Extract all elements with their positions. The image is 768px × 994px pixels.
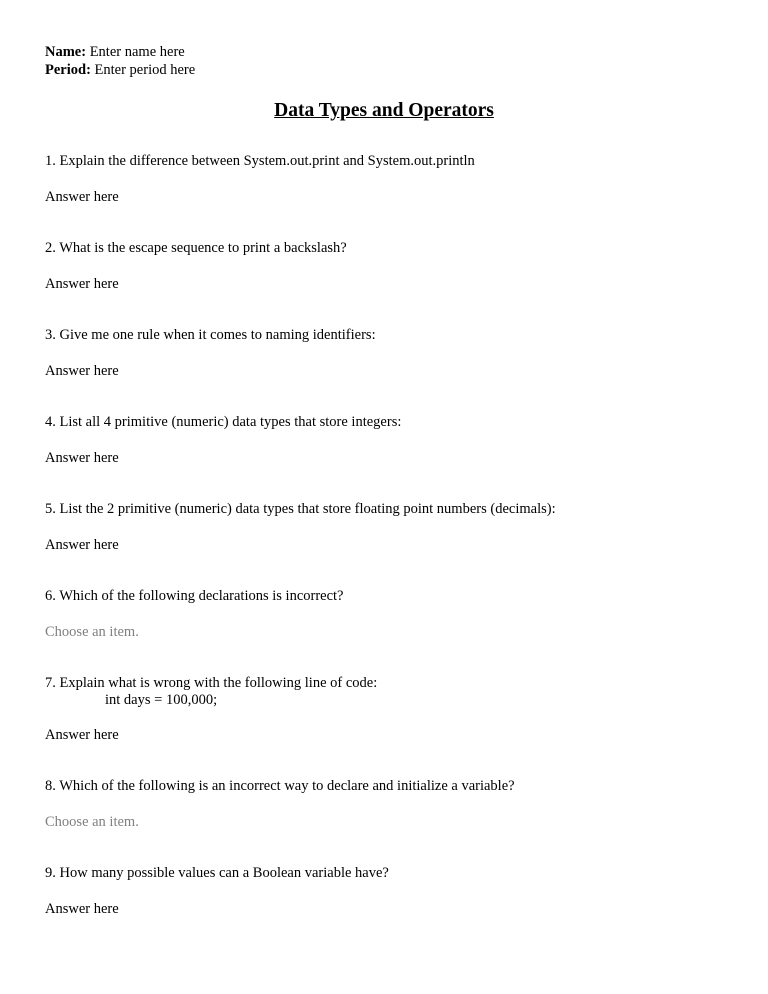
period-field[interactable]: Enter period here xyxy=(94,62,196,78)
question-7: 7. Explain what is wrong with the following line of code: xyxy=(45,675,378,691)
name-label: Name: xyxy=(45,44,87,60)
question-2: 2. What is the escape sequence to print a backslash? xyxy=(45,240,347,256)
period-line xyxy=(45,62,195,79)
answer-field-2[interactable]: Answer here xyxy=(45,276,119,292)
name-field[interactable]: Enter name here xyxy=(89,44,185,60)
question-6: 6. Which of the following declarations is incorrect? xyxy=(45,588,344,604)
choice-dropdown-8[interactable]: Choose an item. xyxy=(45,814,139,830)
answer-field-4[interactable]: Answer here xyxy=(45,450,119,466)
question-3: 3. Give me one rule when it comes to naming identifiers: xyxy=(45,327,376,343)
question-5: 5. List the 2 primitive (numeric) data types that store floating point numbers (decimals): xyxy=(45,501,556,517)
answer-field-3[interactable]: Answer here xyxy=(45,363,119,379)
question-4: 4. List all 4 primitive (numeric) data types that store integers: xyxy=(45,414,402,430)
name-line xyxy=(45,44,185,61)
question-1: 1. Explain the difference between System.out.print and System.out.println xyxy=(45,153,475,169)
answer-field-1[interactable]: Answer here xyxy=(45,189,119,205)
choice-dropdown-6[interactable]: Choose an item. xyxy=(45,624,139,640)
code-line-7: int days = 100,000; xyxy=(105,692,218,708)
page-title: Data Types and Operators xyxy=(274,100,494,121)
question-8: 8. Which of the following is an incorrect way to declare and initialize a variable? xyxy=(45,778,515,794)
question-9: 9. How many possible values can a Boolean variable have? xyxy=(45,865,389,881)
period-label: Period: xyxy=(45,62,91,78)
answer-field-5[interactable]: Answer here xyxy=(45,537,119,553)
answer-field-9[interactable]: Answer here xyxy=(45,901,119,917)
answer-field-7[interactable]: Answer here xyxy=(45,727,119,743)
